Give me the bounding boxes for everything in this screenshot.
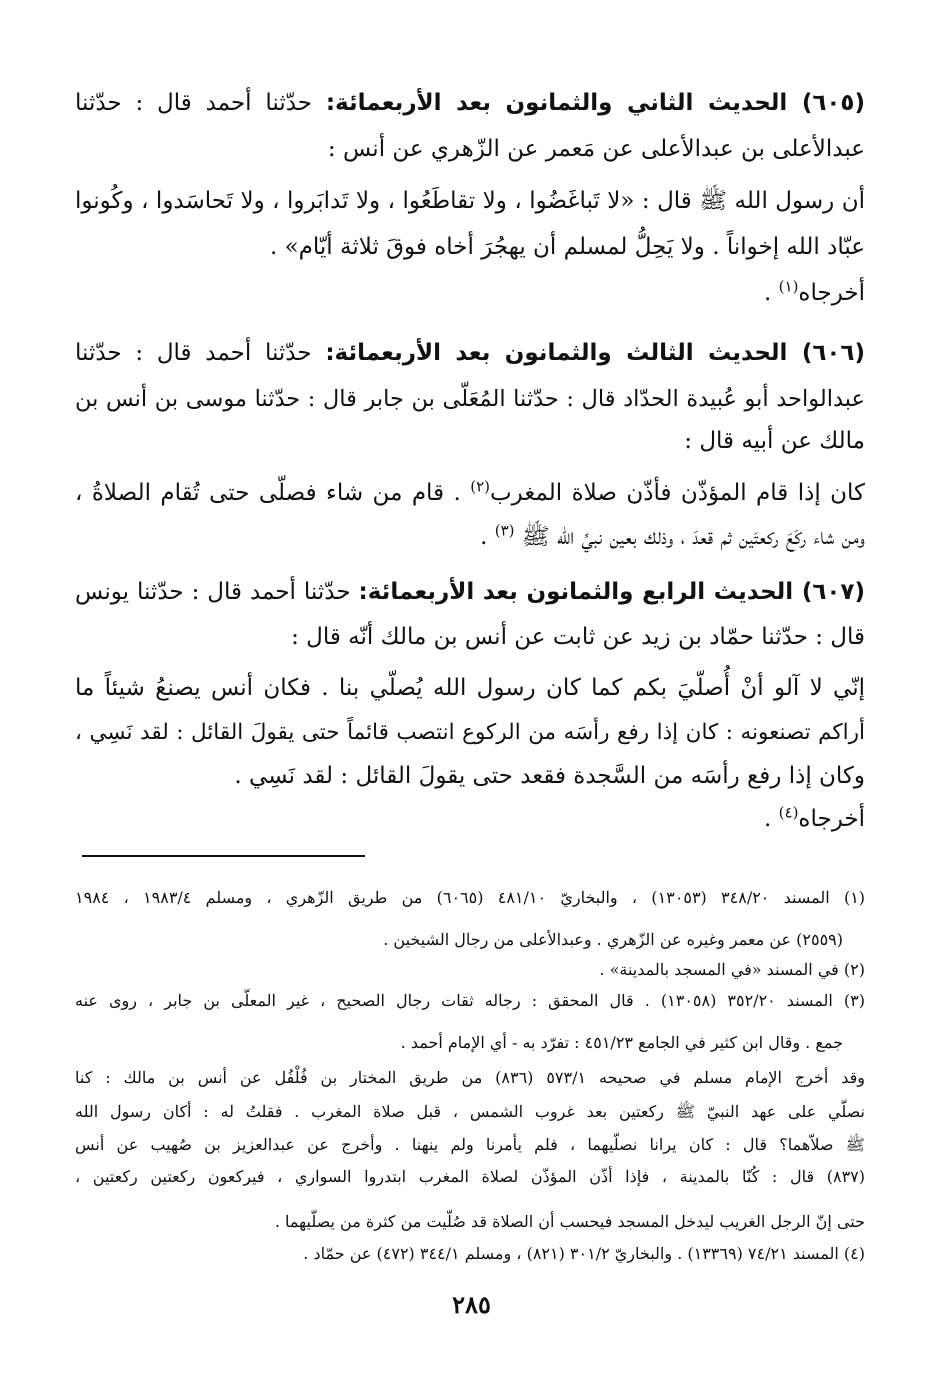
hadith-606-matn-1: [75, 476, 865, 510]
takhrij-label: أخرجاه: [798, 280, 865, 306]
takhrij-label: أخرجاه: [798, 806, 865, 832]
footnote-ref-1: (١): [778, 277, 799, 296]
hadith-607-matn-2: أراكم تصنعونه : كان إذا رفع رأسَه من الركوع انتصب قائماً حتى يقولَ القائل : لقد نَسِي ،: [75, 720, 865, 745]
hadith-607-takhrij: [75, 802, 865, 836]
hadith-605-heading-line: [75, 86, 865, 120]
matn-text: . قام من شاء فصلّى حتى تُقام الصلاةُ ،: [75, 480, 471, 506]
hadith-606-matn-2: [75, 520, 865, 554]
hadith-605-heading: (٦٠٥) الحديث الثاني والثمانون بعد الأربعمائة:: [325, 90, 865, 116]
footnote-3-line-5: ﷺ صلاّهما؟ قال : كان يرانا نصلّيهما ، فلم يأمرنا ولم ينهنا . وأخرج عن عبدالعزيز بن صُهيب عن أنس: [75, 1135, 865, 1154]
footnote-ref-3: (٣): [494, 521, 515, 540]
matn-text: كان إذا قام المؤذّن فأذّن صلاة المغرب: [490, 480, 865, 506]
hadith-605-matn-2: عبّاد الله إخواناً . ولا يَحِلُّ لمسلم أن يهجُرَ أخاه فوقَ ثلاثة أيّام» .: [269, 234, 865, 260]
hadith-605-matn-1: أن رسول الله ﷺ قال : «لا تَباغَضُوا ، ولا تقاطَعُوا ، ولا تَدابَروا ، ولا تَحاسَدوا ، وكُونوا: [75, 188, 865, 214]
hadith-605-isnad-start: حدّثنا أحمد قال : حدّثنا: [75, 90, 313, 116]
period: .: [764, 280, 779, 306]
footnote-3-line-1: (٣) المسند ٣٥٢/٢٠ (١٣٠٥٨) . قال المحقق : رجاله ثقات رجال الصحيح ، غير المعلّى بن جابر ، روى عنه: [75, 991, 866, 1010]
footnote-2: (٢) في المسند «في المسجد بالمدينة» .: [599, 960, 865, 979]
hadith-607-matn-3: وكان إذا رفع رأسَه من السَّجدة فقعد حتى يقولَ القائل : لقد نَسِي .: [234, 763, 865, 789]
footnote-1-line-1: (١) المسند ٣٤٨/٢٠ (١٣٠٥٣) ، والبخاريّ ٤٨١/١٠ (٦٠٦٥) من طريق الزّهري ، ومسلم ١٩٨٣/٤ ، ١٩٨٤: [75, 888, 866, 907]
hadith-607-heading-line: [75, 575, 865, 609]
footnote-4: (٤) المسند ٧٤/٢١ (١٣٣٦٩) . والبخاريّ ٣٠١/٢ (٨٢١) ، ومسلم ٣٤٤/١ (٤٧٢) عن حمّاد .: [303, 1244, 865, 1263]
footnote-3-line-4: نصلّي على عهد النبيّ ﷺ ركعتين بعد غروب الشمس ، قبل صلاة المغرب . فقلتُ له : أكان رسول الله: [75, 1102, 865, 1121]
footnote-3-line-3: وقد أخرج الإمام مسلم في صحيحه ٥٧٣/١ (٨٣٦) من طريق المختار بن فُلْفُل عن أنس بن مالك : كنا: [75, 1068, 866, 1087]
page-number: ٢٨٥: [452, 1290, 491, 1319]
footnote-ref-2: (٢): [470, 477, 491, 496]
hadith-607-isnad: قال : حدّثنا حمّاد بن زيد عن ثابت عن أنس بن مالك أنّه قال :: [291, 624, 865, 650]
hadith-607-heading: (٦٠٧) الحديث الرابع والثمانون بعد الأربعمائة:: [358, 579, 865, 605]
hadith-605-takhrij: [75, 276, 865, 310]
footnote-1-line-2: (٢٥٥٩) عن معمر وغيره عن الزّهري . وعبدالأعلى من رجال الشيخين .: [383, 930, 843, 949]
hadith-607-matn-1: إنّي لا آلو أنْ أُصلّيَ بكم كما كان رسول الله يُصلّي بنا . فكان أنس يصنعُ شيئاً ما: [75, 675, 865, 701]
hadith-606-isnad-end: مالك عن أبيه قال :: [684, 428, 865, 454]
hadith-605-isnad: عبدالأعلى بن عبدالأعلى عن مَعمر عن الزّهري عن أنس :: [327, 136, 865, 162]
hadith-606-isnad-start: حدّثنا أحمد قال : حدّثنا: [75, 340, 312, 366]
matn-text: ومن شاء ركَعَ ركعتَين ثم قعدَ ، وذلك بعين نبيِّ الله ﷺ: [514, 524, 865, 550]
footnote-3-line-6: (٨٣٧) قال : كُنّا بالمدينة ، فإذا أذّن المؤذّن لصلاة المغرب ابتدروا السواري ، فيركعون ركعتين ركعتين ،: [75, 1167, 865, 1186]
period: .: [764, 806, 779, 832]
footnote-3-line-2: جمع . وقال ابن كثير في الجامع ٤٥١/٢٣ : تفرّد به - أي الإمام أحمد .: [400, 1033, 843, 1052]
hadith-606-heading: (٦٠٦) الحديث الثالث والثمانون بعد الأربعمائة:: [325, 340, 865, 366]
footnote-divider: [82, 855, 365, 857]
hadith-607-isnad-start: حدّثنا أحمد قال : حدّثنا يونس: [75, 579, 351, 605]
hadith-606-isnad: عبدالواحد أبو عُبيدة الحدّاد قال : حدّثنا المُعَلّى بن جابر قال : حدّثنا موسى بن أنس بن: [75, 386, 865, 412]
hadith-606-heading-line: [75, 336, 865, 370]
footnote-3-line-7: حتى إنّ الرجل الغريب ليدخل المسجد فيحسب أن الصلاة قد صُلّيت من كثرة من يصلّيهما .: [274, 1212, 865, 1231]
footnote-ref-4: (٤): [778, 803, 799, 822]
period: .: [480, 524, 495, 550]
